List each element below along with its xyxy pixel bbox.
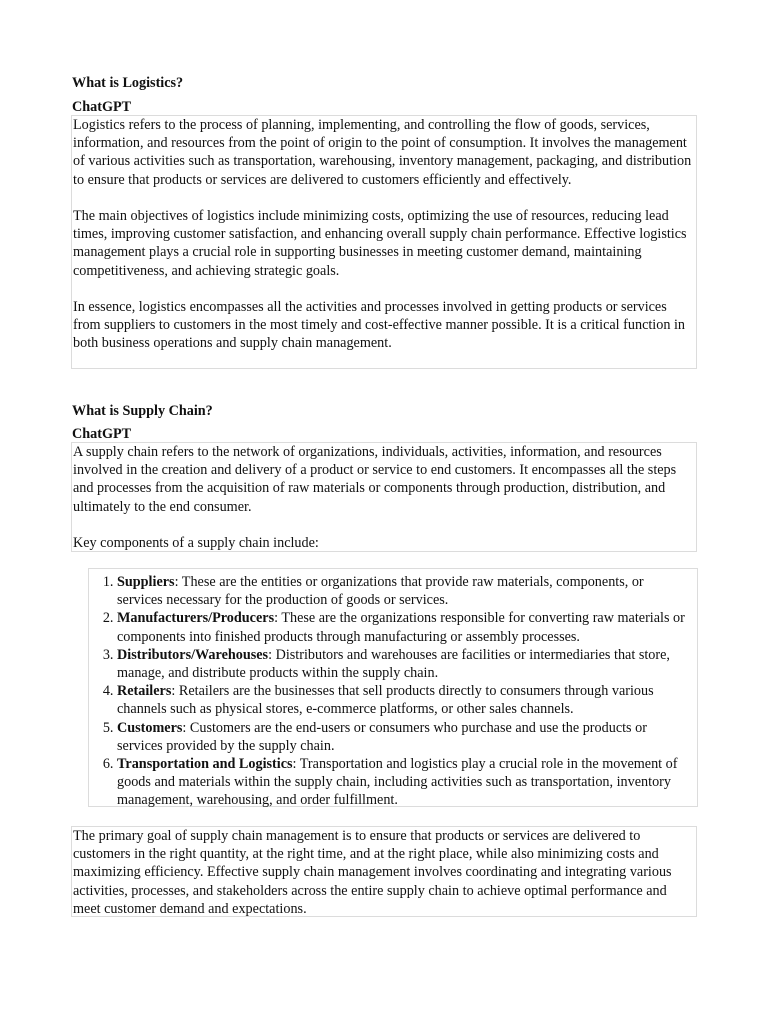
- closing-box-supply-chain: [71, 826, 697, 917]
- list-item: [117, 646, 691, 682]
- closing-paragraph: The primary goal of supply chain management is to ensure that products or services are delivered to customers in the right quantity, at the right time, and at the right place, while also minimizing costs and maximizing efficiency. Effective supply chain management involves coordinating and integrating various activities, processes, and stakeholders across the entire supply chain to achieve optimal performance and meet customer demand and expectations.: [73, 828, 672, 917]
- component-term: Retailers: [117, 683, 172, 700]
- component-desc: : Customers are the end-users or consumers who purchase and use the products or services provided by the supply chain.: [117, 719, 647, 754]
- question-heading-supply-chain: What is Supply Chain?: [72, 403, 213, 419]
- component-term: Distributors/Warehouses: [117, 646, 269, 663]
- component-term: Suppliers: [117, 574, 175, 590]
- answer-paragraph: The main objectives of logistics include minimizing costs, optimizing the use of resources, reducing lead times, improving customer satisfaction, and enhancing overall supply chain performance. Effective logistics management plays a crucial role in supporting businesses in meeting customer demand, maintaining competitiveness, and achieving strategic goals.: [73, 208, 687, 279]
- answer-paragraph: Logistics refers to the process of planning, implementing, and controlling the flow of goods, services, information, and resources from the point of origin to the point of consumption. It involves the management of various activities such as transportation, warehousing, inventory management, packaging, and distribution to ensure that products or services are delivered to customers efficiently and effectively.: [73, 117, 692, 188]
- components-list-box: [88, 568, 698, 807]
- answer-paragraph: A supply chain refers to the network of organizations, individuals, activities, information, and resources involved in the creation and delivery of a product or service to end customers. It encompasses all the steps and processes from the acquisition of raw materials or components through production, distribution, and ultimately to the end consumer.: [73, 444, 677, 515]
- question-heading-logistics: What is Logistics?: [72, 75, 184, 91]
- author-label-logistics: ChatGPT: [72, 99, 132, 115]
- list-item: [117, 682, 691, 718]
- component-desc: : Distributors and warehouses are facilities or intermediaries that store, manage, and distribute products within the supply chain.: [117, 646, 670, 682]
- component-desc: : These are the entities or organizations that provide raw materials, components, or services necessary for the production of goods or services.: [117, 574, 644, 609]
- component-term: Manufacturers/Producers: [117, 610, 275, 627]
- component-desc: : Transportation and logistics play a crucial role in the movement of goods and materials within the supply chain, including activities such as transportation, inventory management, warehousing, and order fulfillment.: [117, 756, 678, 809]
- answer-box-supply-chain: [71, 442, 697, 552]
- list-item: [117, 573, 691, 609]
- component-desc: : Retailers are the businesses that sell products directly to consumers through various channels such as physical stores, e-commerce platforms, or other sales channels.: [117, 683, 654, 718]
- answer-box-logistics: [71, 115, 697, 369]
- answer-paragraph: Key components of a supply chain include:: [73, 535, 319, 551]
- component-desc: : These are the organizations responsible for converting raw materials or components into finished products through manufacturing or assembly processes.: [117, 610, 685, 645]
- component-term: Transportation and Logistics: [117, 756, 293, 773]
- list-item: [117, 755, 691, 810]
- component-term: Customers: [117, 719, 183, 736]
- answer-paragraph: In essence, logistics encompasses all the activities and processes involved in getting products or services from suppliers to customers in the most timely and cost-effective manner possible. It is a critical function in both business operations and supply chain management.: [73, 299, 686, 352]
- components-list: [89, 569, 697, 810]
- author-label-supply-chain: ChatGPT: [72, 426, 132, 442]
- list-item: [117, 719, 691, 755]
- list-item: [117, 609, 691, 645]
